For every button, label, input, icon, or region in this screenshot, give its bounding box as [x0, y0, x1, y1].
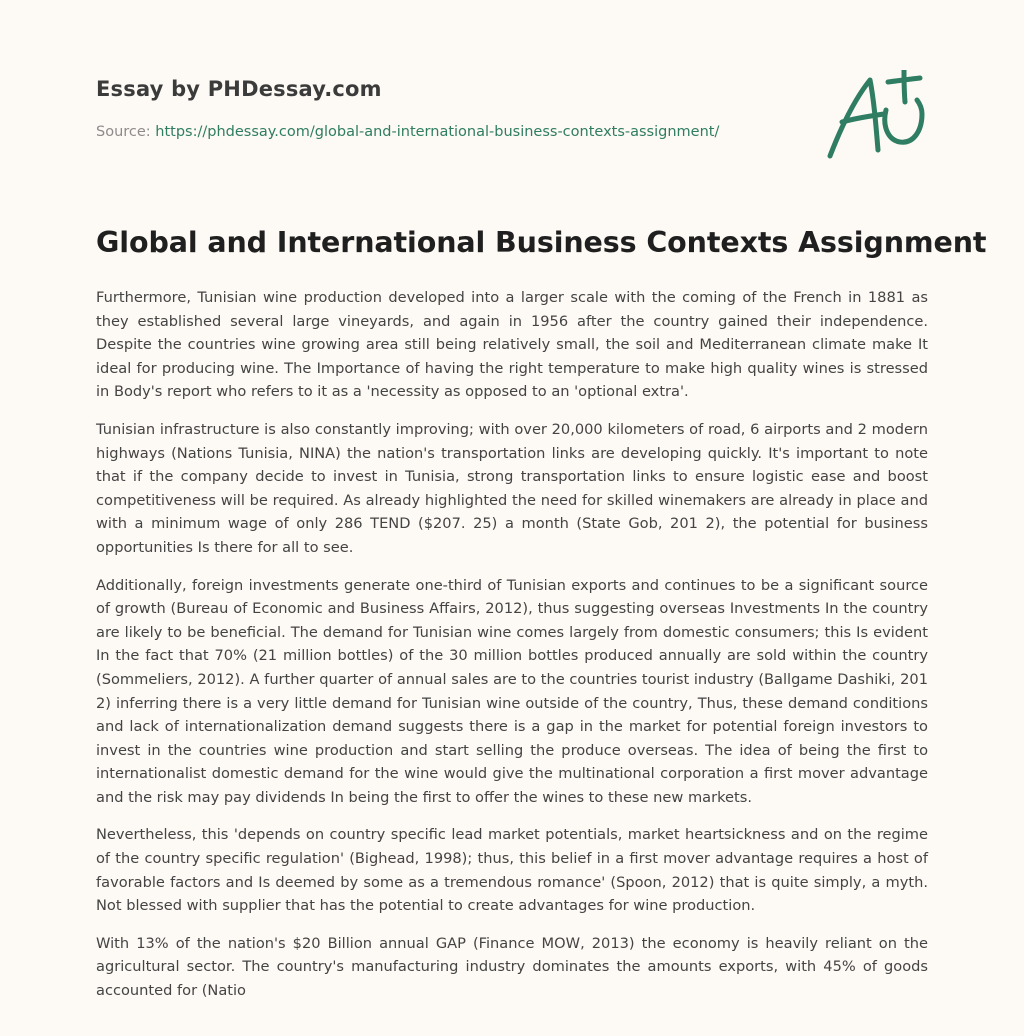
essay-paragraph: With 13% of the nation's $20 Billion annual GAP (Finance MOW, 2013) the economy is heavily reliant on the agricultural sector. The country's manufacturing industry dominates the amounts exports, with 45% of goods accounted for (Natio [96, 934, 928, 1000]
source-label: Source: [96, 124, 156, 140]
a-plus-grade-icon [824, 70, 928, 162]
essay-title: Global and International Business Contexts Assignment [96, 226, 987, 259]
source-line [96, 124, 719, 140]
page-header [96, 74, 928, 174]
source-link[interactable]: https://phdessay.com/global-and-international-business-contexts-assignment/ [155, 124, 720, 140]
essay-body [96, 286, 928, 1017]
essay-paragraph: Furthermore, Tunisian wine production developed into a larger scale with the coming of the French in 1881 as they established several large vineyards, and again in 1956 after the country gained their independence. Despite the countries wine growing area still being relatively small, the soil and Mediterranean climate make It ideal for producing wine. The Importance of having the right temperature to make high quality wines is stressed in Body's report who refers to it as a 'necessity as opposed to an 'optional extra'. [96, 289, 928, 401]
essay-paragraph: Additionally, foreign investments generate one-third of Tunisian exports and continues to be a significant source of growth (Bureau of Economic and Business Affairs, 2012), thus suggesting overseas Investments In the country are likely to be beneficial. The demand for Tunisian wine comes largely from domestic consumers; this Is evident In the fact that 70% (21 million bottles) of the 30 million bottles produced annually are sold within the country (Sommeliers, 2012). A further quarter of annual sales are to the countries tourist industry (Ballgame Dashiki, 201 2) inferring there is a very little demand for Tunisian wine outside of the country, Thus, these demand conditions and lack of internationalization demand suggests there is a gap in the market for potential foreign investors to invest in the countries wine production and start selling the produce overseas. The idea of being the first to internationalist domestic demand for the wine would give the multinational corporation a first mover advantage and the risk may pay dividends In being the first to offer the wines to these new markets. [96, 576, 928, 806]
essay-page [96, 0, 987, 1036]
essay-paragraph: Nevertheless, this 'depends on country specific lead market potentials, market heartsickness and on the regime of the country specific regulation' (Bighead, 1998); thus, this belief in a first mover advantage requires a host of favorable factors and Is deemed by some as a tremendous romance' (Spoon, 2012) that is quite simply, a myth. Not blessed with supplier that has the potential to create advantages for wine production. [96, 826, 928, 915]
site-name: Essay by PHDessay.com [96, 77, 382, 101]
essay-paragraph: Tunisian infrastructure is also constantly improving; with over 20,000 kilometers of road, 6 airports and 2 modern highways (Nations Tunisia, NINA) the nation's transportation links are developing quickly. It's important to note that if the company decide to invest in Tunisia, strong transportation links to ensure logistic ease and boost competitiveness will be required. As already highlighted the need for skilled winemakers are already in place and with a minimum wage of only 286 TEND ($207. 25) a month (State Gob, 201 2), the potential for business opportunities Is there for all to see. [96, 420, 928, 556]
